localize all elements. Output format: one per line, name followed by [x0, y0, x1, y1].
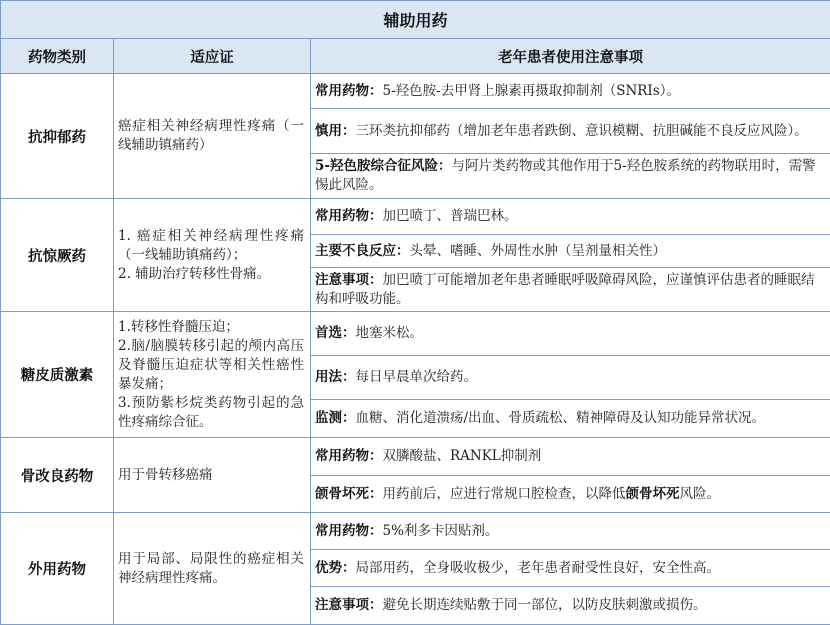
- note-cell: [311, 235, 830, 268]
- indication-cell: [114, 312, 311, 438]
- note-label: 常用药物：: [315, 208, 383, 224]
- note-label: 用法：: [315, 369, 356, 385]
- note-cell: [311, 74, 830, 109]
- note-cell: [311, 400, 830, 438]
- note-label: 首选：: [315, 325, 356, 341]
- note-text: 5%利多卡因贴剂。: [383, 523, 499, 539]
- table-row: [1, 312, 830, 356]
- category-cell: 外用药物: [1, 513, 114, 625]
- note-label: 常用药物：: [315, 523, 383, 539]
- note-text: 三环类抗抑郁药（增加老年患者跌倒、意识模糊、抗胆碱能不良反应风险）。: [356, 123, 808, 139]
- indication-line: 2.脑/脑膜转移引起的颅内高压及脊髓压迫症状等相关性癌性暴发痛；: [118, 337, 304, 394]
- note-cell: [311, 312, 830, 356]
- note-cell: [311, 438, 830, 476]
- note-text-tail: 风险。: [680, 486, 721, 502]
- indication-line: 3.预防紫杉烷类药物引起的急性疼痛综合征。: [118, 394, 304, 432]
- category-cell: 抗惊厥药: [1, 199, 114, 312]
- header-category: 药物类别: [1, 39, 114, 74]
- note-text: 血糖、消化道溃疡/出血、骨质疏松、精神障碍及认知功能异常状况。: [356, 410, 766, 426]
- note-text: 5-羟色胺-去甲肾上腺素再摄取抑制剂（SNRIs）。: [383, 83, 680, 99]
- note-text: 用药前后，应进行常规口腔检查，以降低: [383, 486, 626, 502]
- note-label: 常用药物：: [315, 83, 383, 99]
- note-text: 加巴喷丁可能增加老年患者睡眠呼吸障碍风险，应谨慎评估患者的睡眠结构和呼吸功能。: [315, 272, 815, 307]
- indication-cell: [114, 74, 311, 199]
- note-bold-term: 颌骨坏死: [626, 486, 680, 502]
- note-text: 与阿片类药物或其他作用于5-羟色胺系统的药物联用时，需警惕此风险。: [315, 158, 816, 193]
- category-cell: 抗抑郁药: [1, 74, 114, 199]
- note-cell: [311, 356, 830, 400]
- note-label: 主要不良反应：: [315, 243, 410, 259]
- indication-line: 1. 癌症相关神经病理性疼痛（一线辅助镇痛药）；: [118, 227, 304, 265]
- note-label: 注意事项：: [315, 272, 383, 288]
- indication-line: 癌症相关神经病理性疼痛（一线辅助镇痛药）: [118, 117, 304, 155]
- note-label: 优势：: [315, 560, 356, 576]
- table-title: 辅助用药: [1, 1, 830, 39]
- note-label: 5-羟色胺综合征风险：: [315, 158, 452, 174]
- note-cell: [311, 154, 830, 199]
- indication-cell: [114, 513, 311, 625]
- note-cell: [311, 587, 830, 625]
- note-label: 颌骨坏死：: [315, 486, 383, 502]
- note-label: 监测：: [315, 410, 356, 426]
- note-text: 每日早晨单次给药。: [356, 369, 478, 385]
- note-text: 双膦酸盐、RANKL抑制剂: [383, 448, 542, 464]
- note-cell: [311, 513, 830, 550]
- table-row: [1, 438, 830, 476]
- note-cell: [311, 109, 830, 154]
- indication-line: 用于骨转移癌痛: [118, 466, 304, 485]
- note-text: 地塞米松。: [356, 325, 424, 341]
- note-text: 加巴喷丁、普瑞巴林。: [383, 208, 518, 224]
- indication-cell: [114, 199, 311, 312]
- note-cell: [311, 268, 830, 312]
- note-label: 常用药物：: [315, 448, 383, 464]
- header-indication: 适应证: [114, 39, 311, 74]
- indication-cell: [114, 438, 311, 513]
- table-row: [1, 199, 830, 235]
- note-text: 局部用药，全身吸收极少，老年患者耐受性良好，安全性高。: [356, 560, 721, 576]
- note-label: 慎用：: [315, 123, 356, 139]
- category-cell: 糖皮质激素: [1, 312, 114, 438]
- note-cell: [311, 476, 830, 513]
- note-cell: [311, 550, 830, 587]
- indication-line: 用于局部、局限性的癌症相关神经病理性疼痛。: [118, 550, 304, 588]
- note-cell: [311, 199, 830, 235]
- table-row: [1, 513, 830, 550]
- indication-line: 2. 辅助治疗转移性骨痛。: [118, 265, 304, 284]
- table-row: [1, 74, 830, 109]
- note-text: 头晕、嗜睡、外周性水肿（呈剂量相关性）: [410, 243, 667, 259]
- category-cell: 骨改良药物: [1, 438, 114, 513]
- note-label: 注意事项：: [315, 597, 383, 613]
- note-text: 避免长期连续贴敷于同一部位，以防皮肤刺激或损伤。: [383, 597, 707, 613]
- header-notes: 老年患者使用注意事项: [311, 39, 830, 74]
- indication-line: 1.转移性脊髓压迫；: [118, 318, 304, 337]
